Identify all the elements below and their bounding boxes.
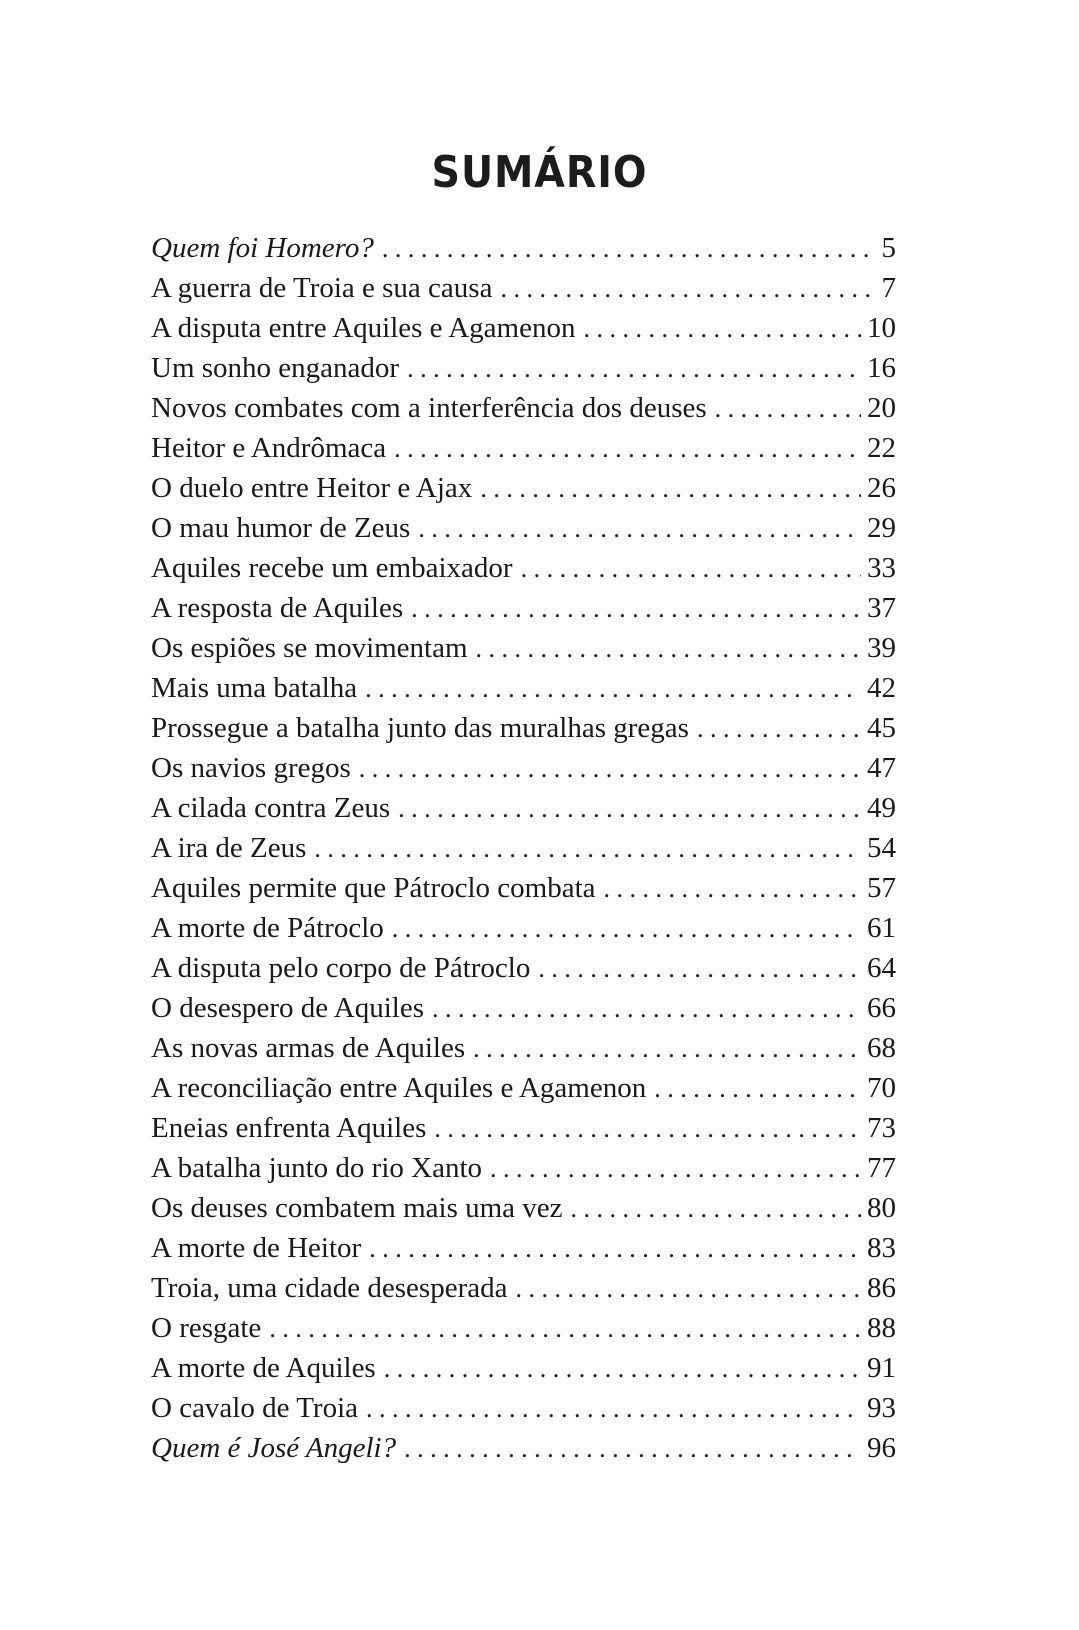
- dot-leader: [604, 869, 861, 909]
- toc-entry-page-number: 29: [867, 512, 896, 544]
- toc-entry-page-number: 86: [867, 1272, 896, 1304]
- dot-leader: [369, 1229, 861, 1269]
- toc-entry-page-number: 42: [867, 672, 896, 704]
- toc-entry-title: Quem foi Homero?: [151, 232, 374, 264]
- toc-entry: [151, 388, 896, 428]
- toc-entry: [151, 1388, 896, 1428]
- toc-entry: [151, 1108, 896, 1148]
- toc-entry-page-number: 26: [867, 472, 896, 504]
- toc-entry: [151, 1308, 896, 1348]
- toc-entry-title: O cavalo de Troia: [151, 1392, 358, 1424]
- dot-leader: [538, 949, 861, 989]
- toc-entry-title: A reconciliação entre Aquiles e Agamenon: [151, 1072, 647, 1104]
- dot-leader: [384, 1349, 861, 1389]
- dot-leader: [500, 269, 875, 309]
- toc-entry-page-number: 49: [867, 792, 896, 824]
- toc-entry-title: A batalha junto do rio Xanto: [151, 1152, 483, 1184]
- toc-entry: [151, 1348, 896, 1388]
- toc-entry-page-number: 68: [867, 1032, 896, 1064]
- toc-entry: [151, 508, 896, 548]
- toc-entry-page-number: 96: [867, 1432, 896, 1464]
- toc-entry-title: A disputa pelo corpo de Pátroclo: [151, 952, 531, 984]
- toc-entry-title: O resgate: [151, 1312, 262, 1344]
- toc-entry: [151, 948, 896, 988]
- toc-entry-title: Prossegue a batalha junto das muralhas gregas: [151, 712, 689, 744]
- toc-entry-page-number: 73: [867, 1112, 896, 1144]
- toc-entry-title: Eneias enfrenta Aquiles: [151, 1112, 427, 1144]
- toc-entry-page-number: 16: [867, 352, 896, 384]
- toc-entry-title: A guerra de Troia e sua causa: [151, 272, 493, 304]
- toc-entry-page-number: 5: [881, 232, 896, 264]
- dot-leader: [697, 709, 861, 749]
- toc-entry-page-number: 54: [867, 832, 896, 864]
- toc-entry: [151, 308, 896, 348]
- page-title: SUMÁRIO: [431, 147, 648, 199]
- toc-entry: [151, 828, 896, 868]
- toc-entry: [151, 1188, 896, 1228]
- toc-entry-page-number: 77: [867, 1152, 896, 1184]
- toc-entry-title: Heitor e Andrômaca: [151, 432, 387, 464]
- dot-leader: [418, 509, 861, 549]
- toc-entry-title: As novas armas de Aquiles: [151, 1032, 466, 1064]
- toc-entry-title: Um sonho enganador: [151, 352, 400, 384]
- toc-entry-title: A resposta de Aquiles: [151, 592, 404, 624]
- toc-entry-page-number: 57: [867, 872, 896, 904]
- toc-entry-page-number: 80: [867, 1192, 896, 1224]
- table-of-contents: [151, 228, 896, 1468]
- toc-entry-title: Os navios gregos: [151, 752, 351, 784]
- toc-entry-title: Os espiões se movimentam: [151, 632, 468, 664]
- toc-entry: [151, 228, 896, 268]
- toc-entry-page-number: 22: [867, 432, 896, 464]
- toc-entry-page-number: 70: [867, 1072, 896, 1104]
- toc-entry-title: O mau humor de Zeus: [151, 512, 411, 544]
- toc-entry-title: Os deuses combatem mais uma vez: [151, 1192, 563, 1224]
- toc-entry-title: A cilada contra Zeus: [151, 792, 391, 824]
- dot-leader: [476, 629, 861, 669]
- toc-entry-page-number: 33: [867, 552, 896, 584]
- toc-entry-page-number: 61: [867, 912, 896, 944]
- dot-leader: [715, 389, 861, 429]
- dot-leader: [480, 469, 861, 509]
- toc-entry-title: Novos combates com a interferência dos deuses: [151, 392, 707, 424]
- dot-leader: [411, 589, 861, 629]
- toc-entry: [151, 988, 896, 1028]
- toc-entry: [151, 588, 896, 628]
- dot-leader: [398, 789, 861, 829]
- dot-leader: [490, 1149, 861, 1189]
- dot-leader: [571, 1189, 861, 1229]
- toc-entry-title: Troia, uma cidade desesperada: [151, 1272, 508, 1304]
- toc-entry-title: Aquiles recebe um embaixador: [151, 552, 513, 584]
- toc-entry-page-number: 64: [867, 952, 896, 984]
- toc-entry-title: O duelo entre Heitor e Ajax: [151, 472, 473, 504]
- toc-entry-title: O desespero de Aquiles: [151, 992, 425, 1024]
- toc-entry: [151, 348, 896, 388]
- toc-entry-page-number: 66: [867, 992, 896, 1024]
- dot-leader: [432, 989, 861, 1029]
- toc-entry-title: Quem é José Angeli?: [151, 1432, 397, 1464]
- dot-leader: [392, 909, 861, 949]
- toc-entry-title: Mais uma batalha: [151, 672, 358, 704]
- toc-entry-title: A ira de Zeus: [151, 832, 307, 864]
- dot-leader: [314, 829, 861, 869]
- dot-leader: [434, 1109, 861, 1149]
- toc-entry: [151, 1028, 896, 1068]
- toc-entry-title: A disputa entre Aquiles e Agamenon: [151, 312, 576, 344]
- toc-entry: [151, 628, 896, 668]
- dot-leader: [394, 429, 861, 469]
- dot-leader: [521, 549, 861, 589]
- toc-entry: [151, 1228, 896, 1268]
- toc-entry-page-number: 10: [867, 312, 896, 344]
- toc-entry-title: A morte de Pátroclo: [151, 912, 384, 944]
- toc-entry-page-number: 45: [867, 712, 896, 744]
- toc-entry-page-number: 47: [867, 752, 896, 784]
- toc-entry: [151, 268, 896, 308]
- toc-entry-page-number: 39: [867, 632, 896, 664]
- toc-entry-page-number: 7: [881, 272, 896, 304]
- dot-leader: [515, 1269, 861, 1309]
- dot-leader: [583, 309, 861, 349]
- toc-entry: [151, 428, 896, 468]
- dot-leader: [654, 1069, 861, 1109]
- dot-leader: [366, 1389, 861, 1429]
- toc-entry: [151, 1268, 896, 1308]
- toc-entry-page-number: 88: [867, 1312, 896, 1344]
- dot-leader: [269, 1309, 861, 1349]
- toc-entry: [151, 748, 896, 788]
- toc-entry: [151, 1428, 896, 1468]
- toc-entry-page-number: 91: [867, 1352, 896, 1384]
- toc-entry-page-number: 37: [867, 592, 896, 624]
- toc-entry: [151, 468, 896, 508]
- toc-entry: [151, 1068, 896, 1108]
- toc-entry-page-number: 93: [867, 1392, 896, 1424]
- dot-leader: [473, 1029, 861, 1069]
- toc-entry: [151, 668, 896, 708]
- toc-entry: [151, 1148, 896, 1188]
- toc-entry-title: A morte de Aquiles: [151, 1352, 376, 1384]
- toc-entry: [151, 868, 896, 908]
- dot-leader: [365, 669, 861, 709]
- dot-leader: [404, 1429, 861, 1469]
- toc-entry-page-number: 83: [867, 1232, 896, 1264]
- dot-leader: [382, 229, 876, 269]
- dot-leader: [359, 749, 861, 789]
- toc-entry: [151, 548, 896, 588]
- toc-entry: [151, 708, 896, 748]
- toc-entry: [151, 908, 896, 948]
- toc-entry-title: Aquiles permite que Pátroclo combata: [151, 872, 596, 904]
- toc-entry-page-number: 20: [867, 392, 896, 424]
- dot-leader: [407, 349, 861, 389]
- toc-entry-title: A morte de Heitor: [151, 1232, 362, 1264]
- toc-entry: [151, 788, 896, 828]
